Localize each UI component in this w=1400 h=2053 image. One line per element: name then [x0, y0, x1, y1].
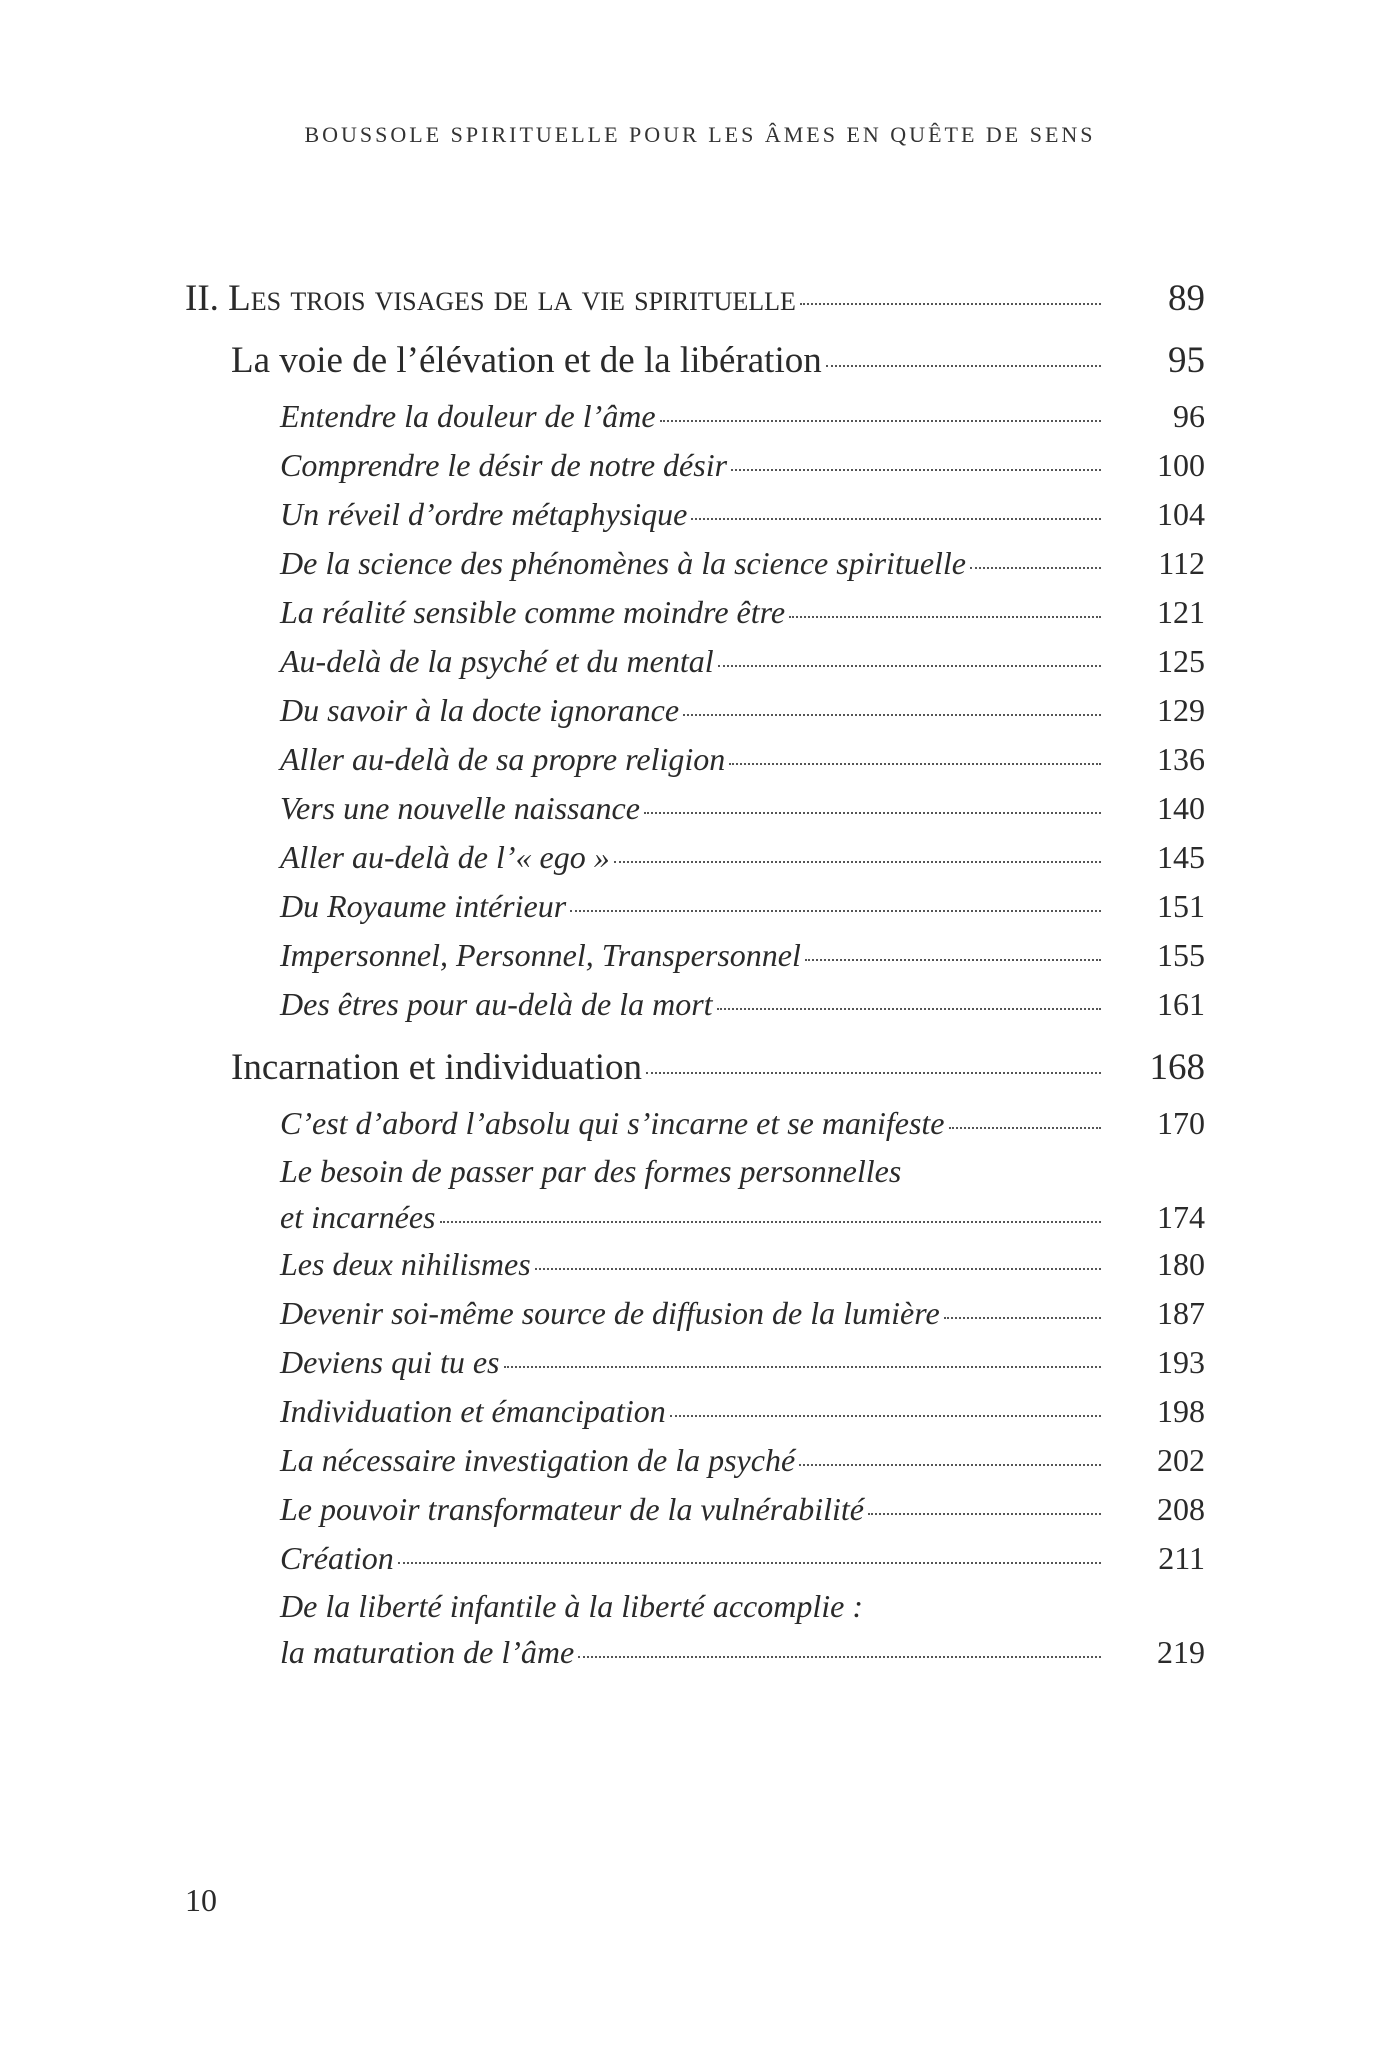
toc-subsection-entry — [185, 735, 1205, 784]
dot-leader — [970, 567, 1101, 569]
page-number: 187 — [1157, 1295, 1205, 1331]
toc-subsection-entry — [185, 784, 1205, 833]
dot-leader — [868, 1513, 1101, 1515]
page-number: 129 — [1157, 692, 1205, 728]
dot-leader — [731, 469, 1101, 471]
page-number: 211 — [1158, 1540, 1205, 1576]
subsection-title: Vers une nouvelle naissance — [280, 790, 640, 826]
subsection-title: Des êtres pour au-delà de la mort — [280, 986, 713, 1022]
toc-subsection-entry — [185, 1485, 1205, 1534]
subsection-title-line-2: et incarnées — [280, 1199, 436, 1235]
subsection-title-line-1: De la liberté infantile à la liberté accomplie : — [280, 1588, 863, 1624]
toc-subsection-entry — [185, 588, 1205, 637]
dot-leader — [670, 1415, 1101, 1417]
page-number: 95 — [1168, 340, 1205, 381]
dot-leader — [800, 303, 1101, 305]
dot-leader — [535, 1268, 1101, 1270]
subsection-title: La nécessaire investigation de la psyché — [280, 1442, 796, 1478]
dot-leader — [717, 1008, 1101, 1010]
dot-leader — [949, 1127, 1102, 1129]
page-number: 112 — [1158, 545, 1205, 581]
dot-leader — [826, 365, 1101, 367]
dot-leader — [504, 1366, 1102, 1368]
chapter-title: II. Les trois visages de la vie spirituelle — [185, 278, 796, 319]
page-number: 161 — [1157, 986, 1205, 1022]
toc-subsection-entry — [185, 833, 1205, 882]
dot-leader — [718, 665, 1101, 667]
subsection-title: Du Royaume intérieur — [280, 888, 567, 924]
dot-leader — [944, 1317, 1101, 1319]
table-of-contents — [185, 268, 1205, 1675]
subsection-title: Au-delà de la psyché et du mental — [280, 643, 714, 679]
dot-leader — [570, 910, 1101, 912]
dot-leader — [799, 1464, 1101, 1466]
toc-chapter-entry — [185, 268, 1205, 330]
dot-leader — [614, 861, 1101, 863]
toc-subsection-entry — [185, 1289, 1205, 1338]
subsection-title: Les deux nihilismes — [280, 1246, 531, 1282]
subsection-title-line-1: Le besoin de passer par des formes personnelles — [280, 1153, 902, 1189]
toc-subsection-entry — [185, 637, 1205, 686]
toc-subsection-entry — [185, 1194, 1205, 1240]
subsection-title: Création — [280, 1540, 394, 1576]
toc-subsection-entry — [185, 1629, 1205, 1675]
section-title: La voie de l’élévation et de la libération — [231, 340, 822, 381]
toc-section-entry — [185, 1037, 1205, 1099]
page-number: 145 — [1157, 839, 1205, 875]
dot-leader — [683, 714, 1101, 716]
toc-subsection-entry — [185, 490, 1205, 539]
toc-subsection-entry — [185, 1240, 1205, 1289]
subsection-title: Devenir soi-même source de diffusion de la lumière — [280, 1295, 940, 1331]
subsection-title: La réalité sensible comme moindre être — [280, 594, 786, 630]
toc-subsection-entry — [185, 1436, 1205, 1485]
dot-leader — [805, 959, 1101, 961]
page-number: 89 — [1168, 278, 1205, 319]
page-number: 168 — [1149, 1047, 1205, 1088]
dot-leader — [646, 1072, 1101, 1074]
toc-subsection-entry — [185, 686, 1205, 735]
page-number: 151 — [1157, 888, 1205, 924]
page-number: 198 — [1157, 1393, 1205, 1429]
subsection-title: Entendre la douleur de l’âme — [280, 398, 656, 434]
toc-subsection-entry — [185, 1099, 1205, 1148]
toc-subsection-entry — [185, 931, 1205, 980]
page-number: 121 — [1157, 594, 1205, 630]
subsection-title-line-2: la maturation de l’âme — [280, 1634, 575, 1670]
page-number: 174 — [1157, 1199, 1205, 1235]
subsection-title: Comprendre le désir de notre désir — [280, 447, 728, 483]
dot-leader — [660, 420, 1101, 422]
dot-leader — [789, 616, 1101, 618]
page-number: 136 — [1157, 741, 1205, 777]
toc-subsection-entry — [185, 392, 1205, 441]
toc-subsection-entry — [185, 980, 1205, 1029]
subsection-title: De la science des phénomènes à la science spirituelle — [280, 545, 966, 581]
toc-subsection-entry — [185, 1534, 1205, 1583]
toc-subsection-entry — [185, 882, 1205, 931]
subsection-title: Aller au-delà de sa propre religion — [280, 741, 726, 777]
page-number: 193 — [1157, 1344, 1205, 1380]
subsection-title: Deviens qui tu es — [280, 1344, 500, 1380]
dot-leader — [729, 763, 1101, 765]
page-number: 155 — [1157, 937, 1205, 973]
toc-subsection-entry — [185, 539, 1205, 588]
dot-leader — [578, 1656, 1101, 1658]
toc-subsection-entry — [185, 1387, 1205, 1436]
running-head: BOUSSOLE SPIRITUELLE POUR LES ÂMES EN QUÊTE DE SENS — [304, 122, 1096, 147]
subsection-title: Un réveil d’ordre métaphysique — [280, 496, 688, 532]
dot-leader — [440, 1221, 1102, 1223]
dot-leader — [644, 812, 1101, 814]
page-number: 100 — [1157, 447, 1205, 483]
subsection-title: C’est d’abord l’absolu qui s’incarne et se manifeste — [280, 1105, 945, 1141]
page-number: 140 — [1157, 790, 1205, 826]
dot-leader — [691, 518, 1101, 520]
page-number: 202 — [1157, 1442, 1205, 1478]
page-number: 208 — [1157, 1491, 1205, 1527]
toc-subsection-entry — [185, 1338, 1205, 1387]
page-number: 104 — [1157, 496, 1205, 532]
subsection-title: Du savoir à la docte ignorance — [280, 692, 680, 728]
toc-subsection-entry — [185, 441, 1205, 490]
subsection-title: Aller au-delà de l’« ego » — [280, 839, 610, 875]
page-number: 96 — [1173, 398, 1205, 434]
dot-leader — [398, 1562, 1101, 1564]
subsection-title: Le pouvoir transformateur de la vulnérabilité — [280, 1491, 864, 1527]
page-folio: 10 — [185, 1882, 217, 1918]
page-number: 219 — [1157, 1634, 1205, 1670]
page-number: 170 — [1157, 1105, 1205, 1141]
page-number: 125 — [1157, 643, 1205, 679]
subsection-title: Impersonnel, Personnel, Transpersonnel — [280, 937, 801, 973]
page-number: 180 — [1157, 1246, 1205, 1282]
subsection-title: Individuation et émancipation — [280, 1393, 666, 1429]
section-title: Incarnation et individuation — [231, 1047, 642, 1088]
toc-section-entry — [185, 330, 1205, 392]
